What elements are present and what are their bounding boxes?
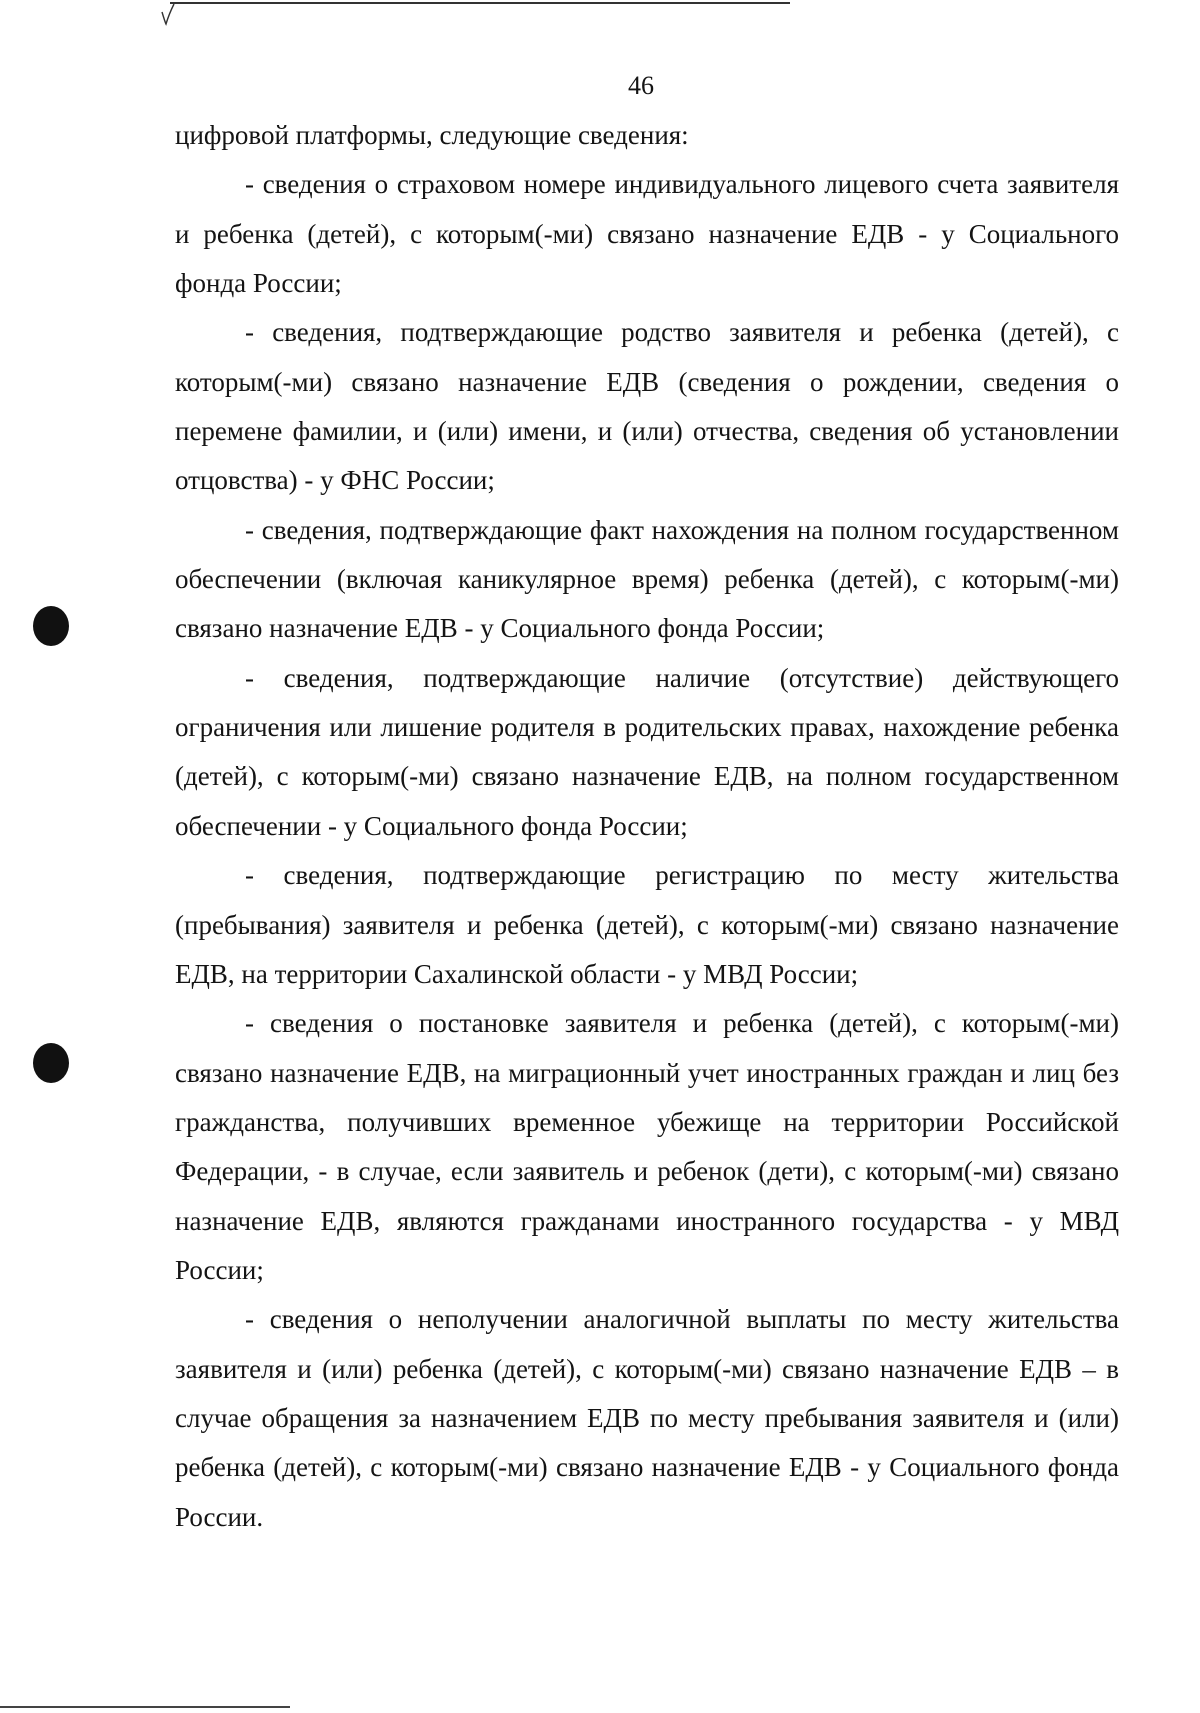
list-item-paragraph: - сведения, подтверждающие наличие (отсутствие) действующего ограничения или лишение родителя в родительских правах, нахождение ребенка (детей), с которым(-ми) связано назначение ЕДВ, на полном государственном обеспечении - у Социального фонда России;	[175, 662, 1119, 841]
punch-hole	[33, 1043, 69, 1083]
document-body	[175, 111, 1119, 1542]
page-number: 46	[628, 71, 654, 100]
list-item-paragraph: - сведения о неполучении аналогичной выплаты по месту жительства заявителя и (или) ребенка (детей), с которым(-ми) связано назначение ЕДВ – в случае обращения за назначением ЕДВ по месту пребывания заявителя и (или) ребенка (детей), с которым(-ми) связано назначение ЕДВ - у Социального фонда России.	[175, 1304, 1119, 1532]
list-item-paragraph: - сведения, подтверждающие родство заявителя и ребенка (детей), с которым(-ми) связано назначение ЕДВ (сведения о рождении, сведения о перемене фамилии, и (или) имени, и (или) отчества, сведения об установлении отцовства) - у ФНС России;	[175, 317, 1119, 496]
paragraph-continuation: цифровой платформы, следующие сведения:	[175, 120, 689, 150]
pen-mark	[160, 2, 176, 28]
list-item-paragraph: - сведения, подтверждающие регистрацию по месту жительства (пребывания) заявителя и ребенка (детей), с которым(-ми) связано назначение ЕДВ, на территории Сахалинской области - у МВД России;	[175, 860, 1119, 989]
scan-edge-line-top	[170, 2, 790, 4]
list-item-paragraph: - сведения о страховом номере индивидуального лицевого счета заявителя и ребенка (детей), с которым(-ми) связано назначение ЕДВ - у Социального фонда России;	[175, 169, 1119, 299]
list-item-paragraph: - сведения, подтверждающие факт нахождения на полном государственном обеспечении (включая каникулярное время) ребенка (детей), с которым(-ми) связано назначение ЕДВ - у Социального фонда России;	[175, 514, 1119, 644]
punch-hole	[33, 606, 69, 646]
scan-edge-line-bottom	[0, 1706, 290, 1708]
list-item-paragraph: - сведения о постановке заявителя и ребенка (детей), с которым(-ми) связано назначение ЕДВ, на миграционный учет иностранных граждан и лиц без гражданства, получивших временное убежище на территории Российской Федерации, - в случае, если заявитель и ребенок (дети), с которым(-ми) связано назначение ЕДВ, являются гражданами иностранного государства - у МВД России;	[175, 1008, 1119, 1285]
